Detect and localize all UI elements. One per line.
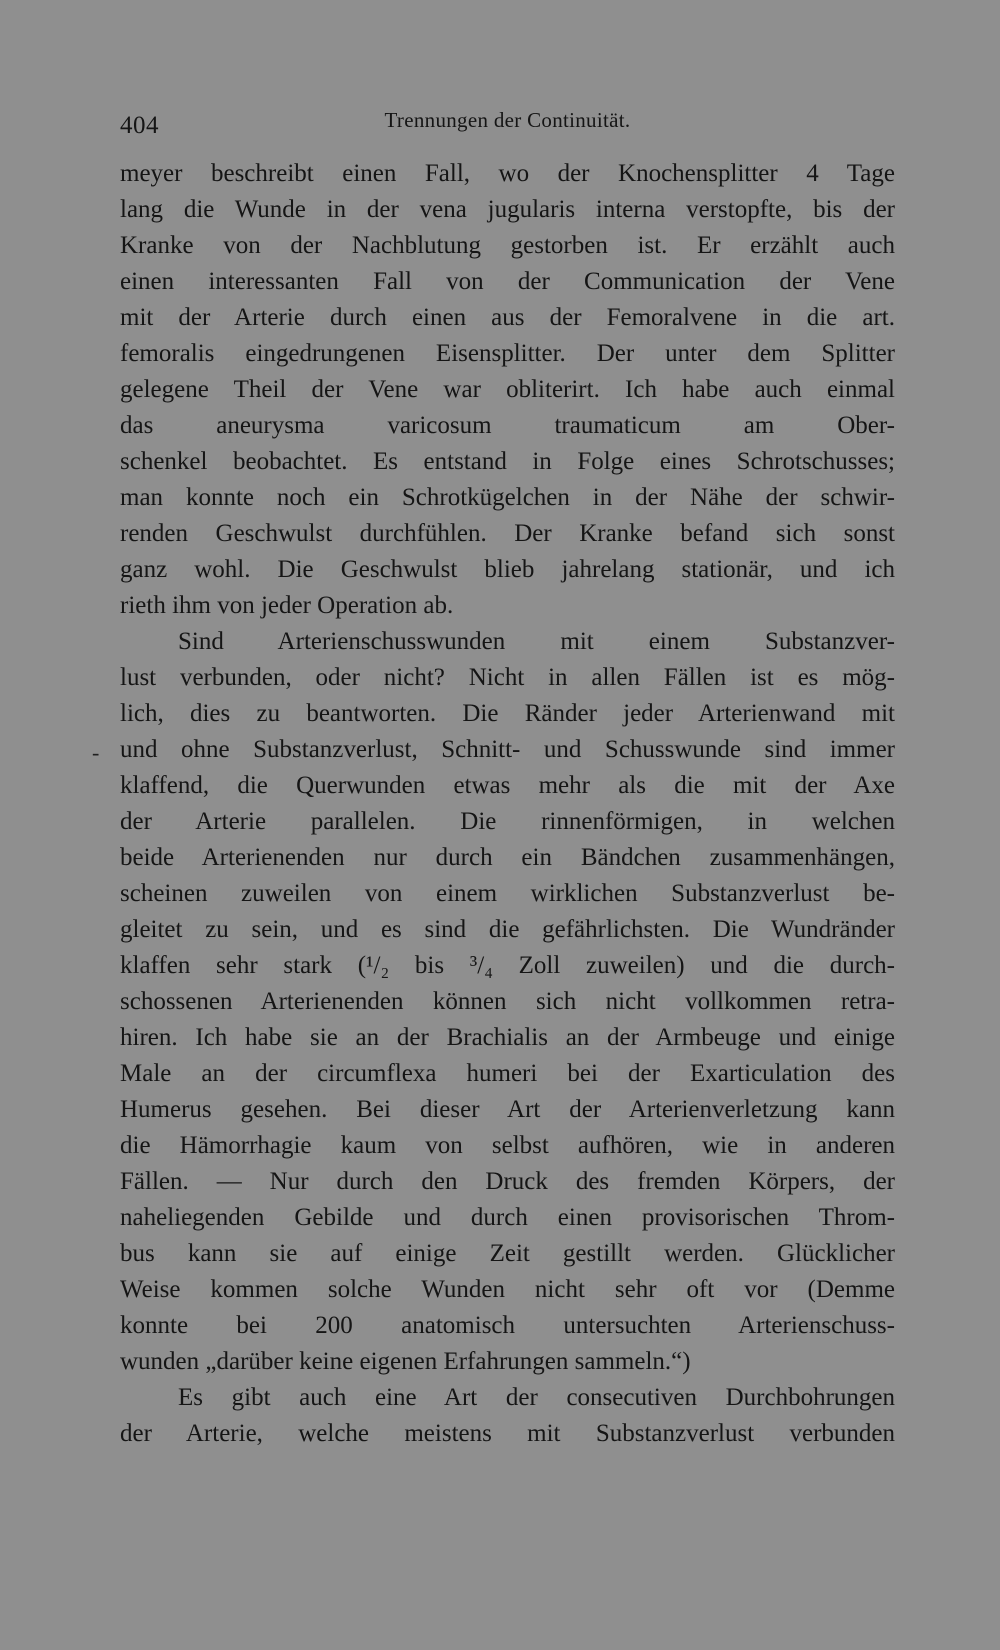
page-header: [120, 108, 895, 140]
text-line: lust verbunden, oder nicht? Nicht in allen Fällen ist es mög-: [120, 664, 895, 691]
text-line: klaffend, die Querwunden etwas mehr als die mit der Axe: [120, 772, 895, 799]
text-line: wunden „darüber keine eigenen Erfahrungen sammeln.“): [120, 1348, 691, 1375]
text-line: bus kann sie auf einige Zeit gestillt werden. Glücklicher: [120, 1240, 895, 1267]
text-line: ganz wohl. Die Geschwulst blieb jahrelang stationär, und ich: [120, 556, 895, 583]
text-line: Es gibt auch eine Art der consecutiven Durchbohrungen: [178, 1384, 895, 1411]
text-line: lich, dies zu beantworten. Die Ränder jeder Arterienwand mit: [120, 700, 895, 727]
text-line: gleitet zu sein, und es sind die gefährlichsten. Die Wundränder: [120, 916, 895, 943]
text-line: klaffen sehr stark (¹/₂ bis ³/₄ Zoll zuweilen) und die durch-: [120, 952, 895, 979]
text-line: Male an der circumflexa humeri bei der Exarticulation des: [120, 1060, 895, 1087]
text-line: einen interessanten Fall von der Communication der Vene: [120, 268, 895, 295]
page-number: 404: [120, 112, 159, 139]
text-line: rieth ihm von jeder Operation ab.: [120, 592, 454, 619]
text-line: die Hämorrhagie kaum von selbst aufhören, wie in anderen: [120, 1132, 895, 1159]
text-line: Fällen. — Nur durch den Druck des fremden Körpers, der: [120, 1168, 895, 1195]
text-line: konnte bei 200 anatomisch untersuchten Arterienschuss-: [120, 1312, 895, 1339]
text-line: Humerus gesehen. Bei dieser Art der Arterienverletzung kann: [120, 1096, 895, 1123]
text-line: schossenen Arterienenden können sich nicht vollkommen retra-: [120, 988, 895, 1015]
text-line: der Arterie parallelen. Die rinnenförmigen, in welchen: [120, 808, 895, 835]
text-line: Kranke von der Nachblutung gestorben ist. Er erzählt auch: [120, 232, 895, 259]
text-line: das aneurysma varicosum traumaticum am Ober-: [120, 412, 895, 439]
text-line: gelegene Theil der Vene war obliterirt. Ich habe auch einmal: [120, 376, 895, 403]
text-line: mit der Arterie durch einen aus der Femoralvene in die art.: [120, 304, 895, 331]
text-line: und ohne Substanzverlust, Schnitt- und Schusswunde sind immer: [120, 736, 895, 763]
text-line: femoralis eingedrungenen Eisensplitter. Der unter dem Splitter: [120, 340, 895, 367]
text-line: naheliegenden Gebilde und durch einen provisorischen Throm-: [120, 1204, 895, 1231]
text-line: hiren. Ich habe sie an der Brachialis an der Armbeuge und einige: [120, 1024, 895, 1051]
body-text: [120, 156, 895, 1452]
text-line: beide Arterienenden nur durch ein Bändchen zusammenhängen,: [120, 844, 895, 871]
text-line: Weise kommen solche Wunden nicht sehr oft vor (Demme: [120, 1276, 895, 1303]
text-line: Sind Arterienschusswunden mit einem Substanzver-: [178, 628, 895, 655]
text-line: meyer beschreibt einen Fall, wo der Knochensplitter 4 Tage: [120, 160, 895, 187]
text-line: lang die Wunde in der vena jugularis interna verstopfte, bis der: [120, 196, 895, 223]
text-line: der Arterie, welche meistens mit Substanzverlust verbunden: [120, 1420, 895, 1447]
running-head: Trennungen der Continuität.: [384, 108, 631, 132]
text-line: renden Geschwulst durchfühlen. Der Kranke befand sich sonst: [120, 520, 895, 547]
text-line: schenkel beobachtet. Es entstand in Folge eines Schrotschusses;: [120, 448, 895, 475]
margin-mark: -: [92, 740, 100, 765]
text-line: man konnte noch ein Schrotkügelchen in der Nähe der schwir-: [120, 484, 895, 511]
text-line: scheinen zuweilen von einem wirklichen Substanzverlust be-: [120, 880, 895, 907]
